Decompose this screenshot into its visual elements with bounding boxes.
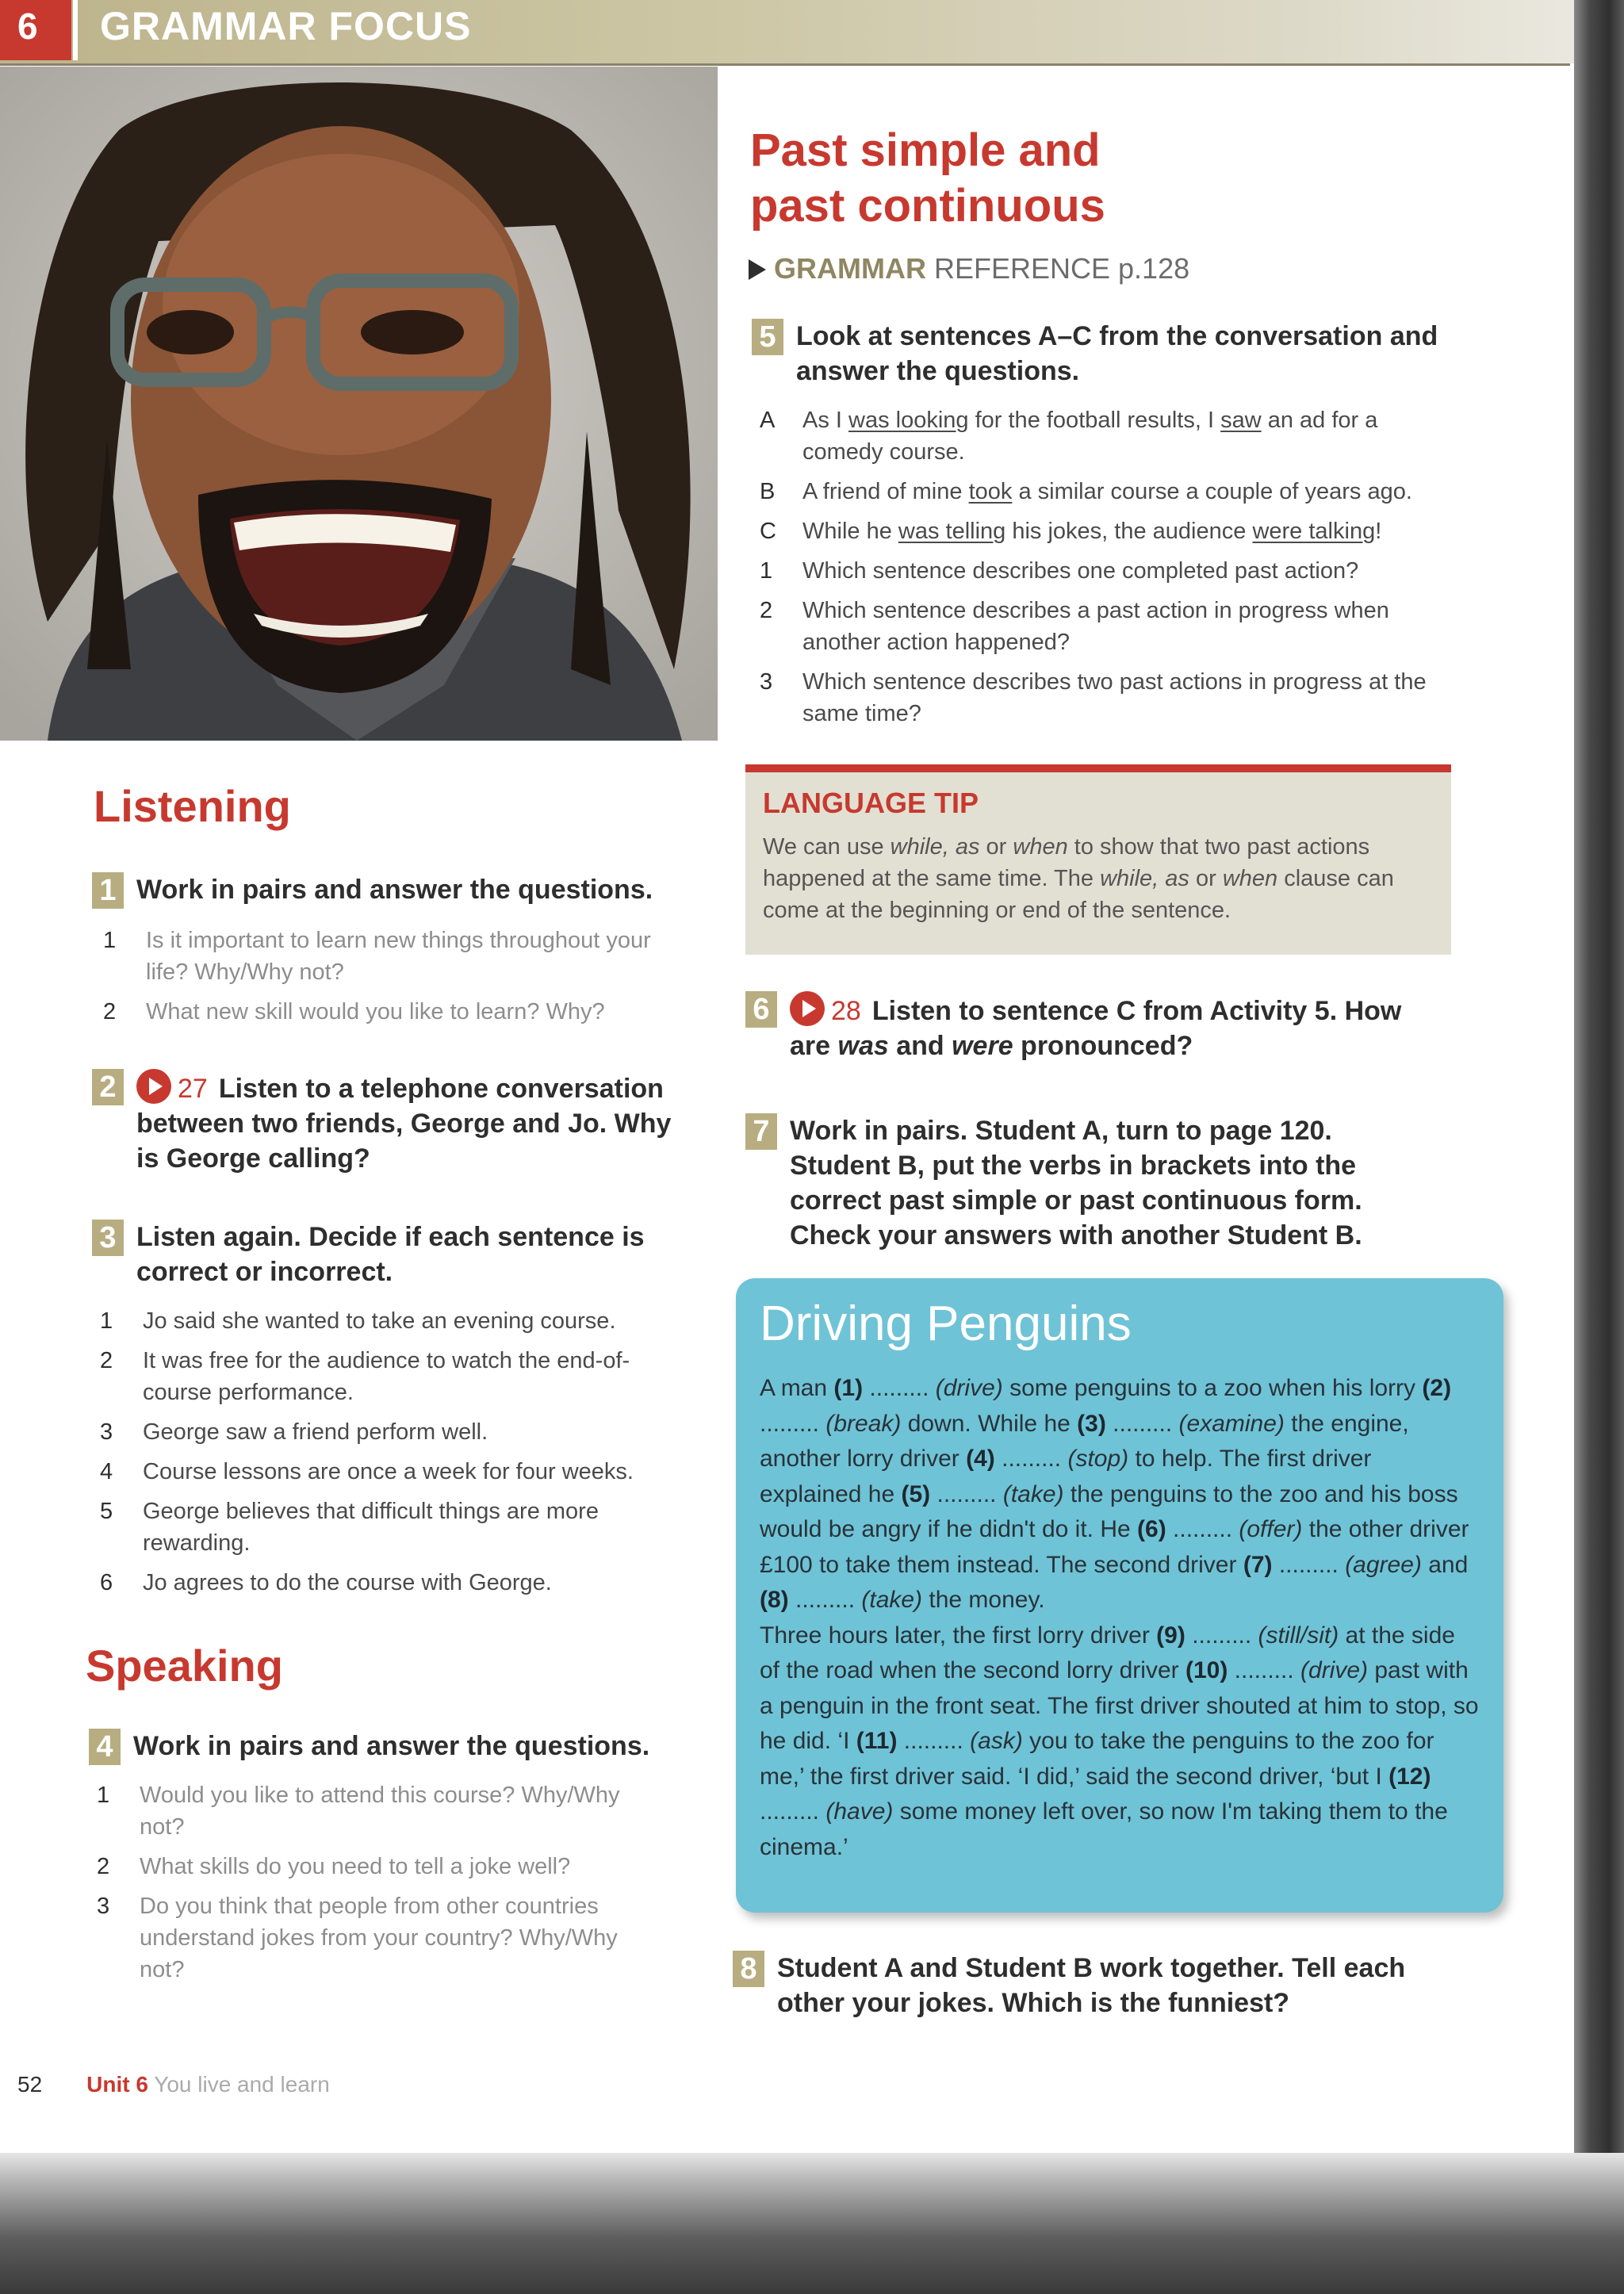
- activity-3-list: [100, 1305, 687, 1607]
- activity-instruction: Student A and Student B work together. Tell each other your jokes. Which is the funniest?: [777, 1953, 1406, 2018]
- footer-unit-name: You live and learn: [154, 2072, 330, 2097]
- activity-instruction: Work in pairs. Student A, turn to page 120. Student B, put the verbs in brackets into the correct past simple or past continuous form. Check your answers with another Student B.: [790, 1116, 1362, 1250]
- activity-7: [745, 1113, 1380, 1253]
- activity-number: 2: [92, 1069, 124, 1105]
- activity-number: 1: [92, 872, 124, 909]
- header-rule: [0, 63, 1570, 66]
- list-item: 5 George believes that difficult things are more rewarding.: [100, 1499, 599, 1556]
- activity-number: 7: [745, 1113, 777, 1150]
- list-item: 2 What new skill would you like to learn? Why?: [103, 999, 605, 1024]
- page-number: 52: [17, 2072, 43, 2097]
- language-tip-title: LANGUAGE TIP: [763, 787, 979, 819]
- scan-edge-right: [1574, 0, 1624, 2294]
- sentence-c: C While he was telling his jokes, the audience were talking!: [760, 519, 1382, 544]
- language-tip-box: [745, 764, 1451, 955]
- activity-6: [745, 991, 1443, 1063]
- audio-track-number: 28: [831, 996, 861, 1026]
- activity-number: 4: [89, 1729, 121, 1765]
- list-item: 6 Jo agrees to do the course with George.: [100, 1570, 552, 1595]
- listening-heading: Listening: [94, 781, 291, 831]
- speaking-heading: Speaking: [86, 1641, 283, 1691]
- activity-5: [752, 319, 1450, 389]
- header-divider: [73, 0, 78, 60]
- audio-play-icon[interactable]: [790, 991, 825, 1026]
- list-item: 3 Do you think that people from other countries understand jokes from your country? Why/Why not?: [97, 1894, 618, 1982]
- list-item: 2 It was free for the audience to watch the end-of-course performance.: [100, 1348, 630, 1405]
- activity-4-list: [97, 1779, 668, 1993]
- audio-play-icon[interactable]: [136, 1069, 171, 1104]
- list-item: 1 Would you like to attend this course? Why/Why not?: [97, 1783, 620, 1840]
- play-triangle-icon: [749, 259, 766, 280]
- activity-instruction: Work in pairs and answer the questions.: [133, 1731, 650, 1761]
- activity-number: 8: [733, 1951, 764, 1987]
- list-item: 4 Course lessons are once a week for four weeks.: [100, 1459, 634, 1484]
- grammar-title-line1: Past simple and: [750, 124, 1101, 176]
- activity-4: [89, 1729, 691, 1765]
- question-1: 1 Which sentence describes one completed past action?: [760, 558, 1359, 584]
- grammar-title-line2: past continuous: [750, 180, 1105, 232]
- footer-unit: Unit 6: [86, 2072, 148, 2097]
- activity-1-list: [103, 925, 674, 1036]
- sentence-b: B A friend of mine took a similar course a couple of years ago.: [760, 479, 1412, 504]
- question-3: 3 Which sentence describes two past actions in progress at the same time?: [760, 669, 1427, 726]
- unit-number: 6: [0, 0, 71, 60]
- list-item: 3 George saw a friend perform well.: [100, 1419, 488, 1445]
- story-text: A man (1) ......... (drive) some penguins to a zoo when his lorry (2) ......... (break) down. While he (3) ......... (examine) the engine, another lorry driver (4) ......... (stop) to help. The first driver explained he (5) ......... (take) the penguins to the zoo and his boss would be angry if he didn't do it. He (6) ......... (offer) the other driver £100 to take them instead. The second driver (7) ......... (agree) and (8) ......... (take) the money. Three hours later, the first lorry driver (9) ......... (still/sit) at the side of the road when the second lorry driver (10) ......... (drive) past with a penguin in the front seat. The first driver shouted at him to stop, so he did. ‘I (11) ......... (ask) you to take the penguins to the zoo for me,’ the first driver said. ‘I did,’ said the second driver, ‘but I (12) ......... (have) some money left over, so now I'm taking them to the cinema.’: [760, 1375, 1479, 1860]
- scan-edge-bottom: [0, 2153, 1624, 2294]
- list-item: 2 What skills do you need to tell a joke well?: [97, 1854, 571, 1879]
- activity-3: [92, 1220, 695, 1289]
- activity-instruction: Work in pairs and answer the questions.: [136, 875, 653, 905]
- audio-track-number: 27: [178, 1074, 208, 1104]
- story-box: [736, 1278, 1503, 1913]
- activity-instruction: 28 Listen to sentence C from Activity 5. How are was and were pronounced?: [790, 991, 1443, 1063]
- activity-1: [92, 872, 695, 909]
- sentence-list: [760, 404, 1457, 737]
- grammar-reference-rest: REFERENCE p.128: [934, 252, 1190, 285]
- story-title: Driving Penguins: [760, 1296, 1132, 1351]
- page-footer: [17, 2072, 330, 2097]
- activity-instruction: Listen again. Decide if each sentence is correct or incorrect.: [136, 1222, 645, 1287]
- sentence-a: A As I was looking for the football results, I saw an ad for a comedy course.: [760, 408, 1378, 465]
- activity-number: 3: [92, 1220, 124, 1256]
- activity-instruction: Look at sentences A–C from the conversation and answer the questions.: [796, 321, 1438, 386]
- list-item: 1 Jo said she wanted to take an evening course.: [100, 1308, 616, 1334]
- activity-2: [92, 1069, 695, 1176]
- grammar-reference-bold: GRAMMAR: [774, 252, 926, 285]
- question-2: 2 Which sentence describes a past action in progress when another action happened?: [760, 598, 1389, 655]
- activity-number: 6: [745, 991, 777, 1028]
- language-tip-text: We can use while, as or when to show that two past actions happened at the same time. The while, as or when clause can come at the beginning or end of the sentence.: [763, 834, 1394, 923]
- list-item: 1 Is it important to learn new things throughout your life? Why/Why not?: [103, 928, 651, 985]
- grammar-reference-link[interactable]: [749, 252, 1189, 285]
- activity-8: [733, 1951, 1431, 2020]
- section-title: GRAMMAR FOCUS: [100, 4, 472, 48]
- photo-laughing-man: [0, 67, 718, 741]
- activity-number: 5: [752, 319, 783, 355]
- activity-instruction: 27 Listen to a telephone conversation between two friends, George and Jo. Why is George calling?: [136, 1069, 695, 1176]
